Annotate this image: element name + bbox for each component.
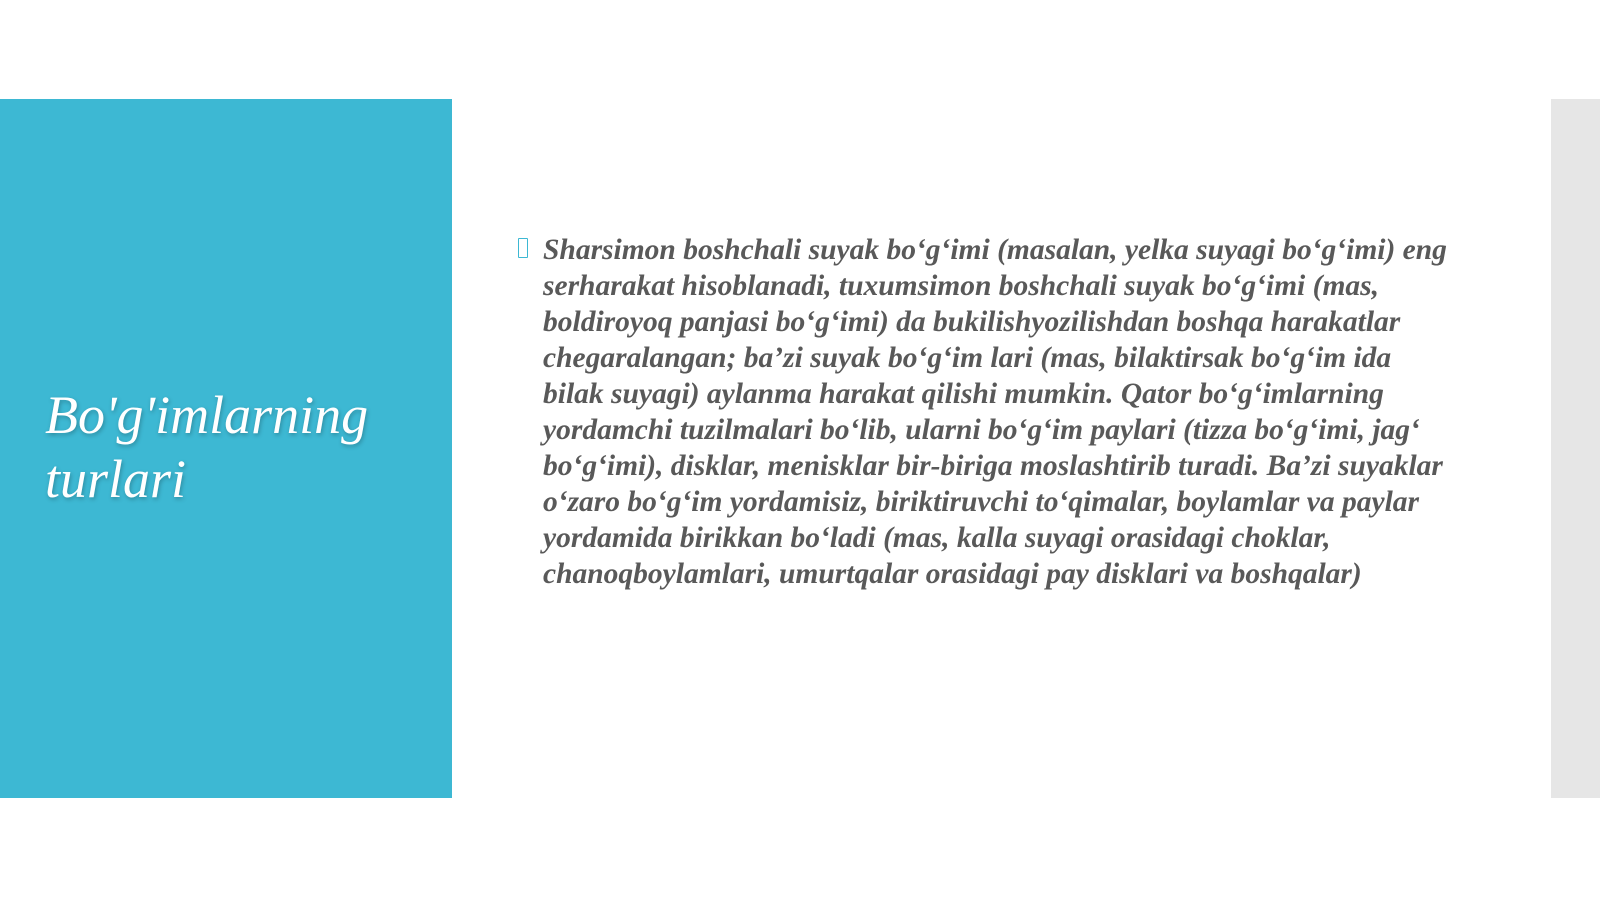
square-bullet-icon: [518, 238, 528, 258]
bullet-text: Sharsimon boshchali suyak bo‘g‘imi (masalan, yelka suyagi bo‘g‘imi) eng serharakat hisoblanadi, tuxumsimon boshchali suyak bo‘g‘imi (mas, boldiroyoq panjasi bo‘g‘imi) da bukilishyozilishdan boshqa harakatlar chegaralangan; ba’zi suyak bo‘g‘im lari (mas, bilaktirsak bo‘g‘im ida bilak suyagi) aylanma harakat qilishi mumkin. Qator bo‘g‘imlarning yordamchi tuzilmalari bo‘lib, ularni bo‘g‘im paylari (tizza bo‘g‘imi, jag‘ bo‘g‘imi), disklar, menisklar bir-biriga moslashtirib turadi. Ba’zi suyaklar o‘zaro bo‘g‘im yordamisiz, biriktiruvchi to‘qimalar, boylamlar va paylar yordamida birikkan bo‘ladi (mas, kalla suyagi orasidagi choklar, chanoqboylamlari, umurtqalar orasidagi pay disklari va boshqalar): [543, 234, 1447, 590]
bullet-item: [518, 232, 1458, 592]
slide-content: [518, 232, 1458, 592]
right-decorative-strip: [1551, 99, 1600, 798]
slide-title: Bo'g'imlarning turlari: [45, 385, 369, 509]
